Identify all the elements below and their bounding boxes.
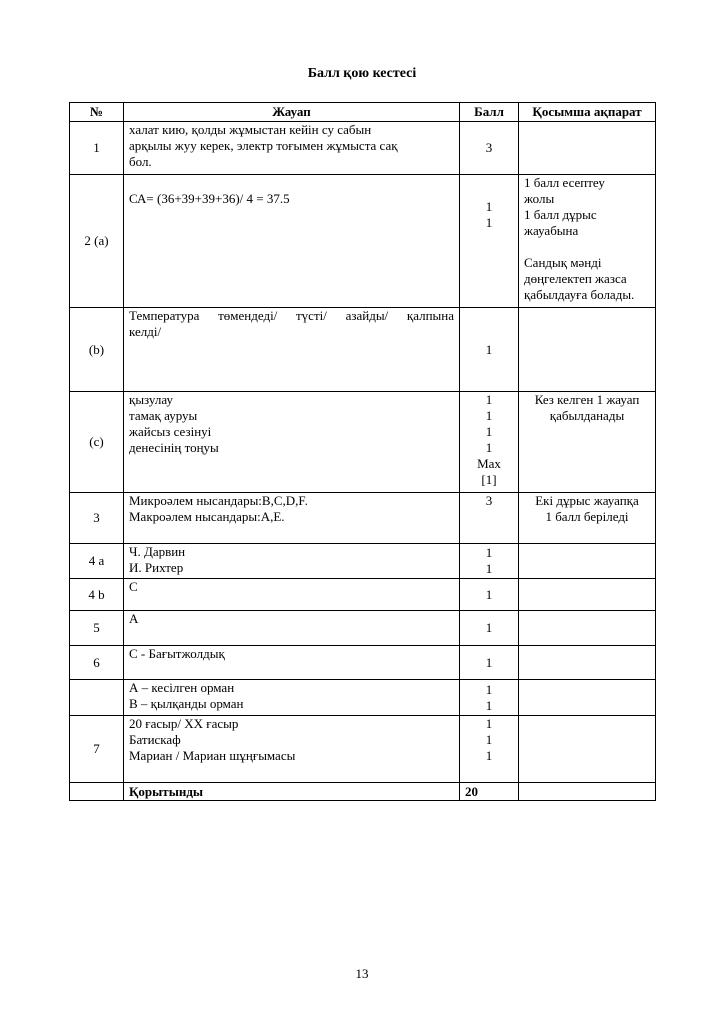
answer-line: С [129,579,138,594]
row-score [460,308,519,392]
scoring-table [69,102,656,801]
answer-line: тамақ ауруы [129,408,198,423]
row-info [519,544,656,579]
row-score [460,544,519,579]
answer-line: Макроәлем нысандары:A,E. [129,509,285,524]
row-score [460,122,519,175]
score-line: 1 [485,697,493,713]
score-line: 1 [485,716,493,731]
score-line: 1 [485,392,493,407]
row-info [519,392,656,493]
answer-line: қызулау [129,392,173,407]
total-info-cell [519,783,656,801]
info-line: 1 балл есептеу [524,175,605,190]
info-line: Кез келген 1 жауап [534,392,640,407]
table-row [70,716,656,783]
score-line: Max [477,456,501,471]
row-score [460,611,519,646]
score-line: 1 [485,440,493,455]
row-number: 4 b [70,579,124,611]
row-info [519,493,656,544]
row-number [70,680,124,716]
answer-line: жайсыз сезінуі [129,424,212,439]
table-row [70,493,656,544]
row-answer [124,611,460,646]
row-answer [124,544,460,579]
score-line: 1 [485,681,493,697]
row-number: 5 [70,611,124,646]
row-number: 6 [70,646,124,680]
answer-line: келді/ [129,324,162,339]
row-score [460,716,519,783]
info-line: 1 балл дұрыс [524,207,597,222]
table-row [70,579,656,611]
total-row [70,783,656,801]
answer-line: И. Рихтер [129,560,184,575]
answer-line: 20 ғасыр/ XX ғасыр [129,716,239,731]
answer-line: Мариан / Мариан шұңғымасы [129,748,296,763]
row-answer [124,646,460,680]
row-score [460,493,519,544]
table-row [70,646,656,680]
score-line: 1 [485,586,493,602]
info-line: дөңгелектеп жазса [524,271,627,286]
row-answer [124,493,460,544]
info-line: жауабына [524,223,579,238]
row-info [519,646,656,680]
total-empty-cell [70,783,124,801]
row-score [460,680,519,716]
answer-line: арқылы жуу керек, электр тоғымен жұмыста сақ [129,138,398,153]
answer-line: денесінің тоңуы [129,440,219,455]
answer-line: Микроәлем нысандары:B,C,D,F. [129,493,308,508]
row-info [519,308,656,392]
row-number: 2 (a) [70,175,124,308]
info-line: Екі дұрыс жауапқа [535,493,639,508]
score-line: 1 [485,199,493,214]
page-title: Балл қою кестесі [307,66,417,81]
row-info [519,611,656,646]
header-number: № [70,103,124,122]
row-number: (b) [70,308,124,392]
table-row [70,175,656,308]
answer-line: А – кесілген орман [129,680,235,695]
score-line: 1 [485,654,493,670]
total-value: 20 [460,783,519,801]
row-answer [124,680,460,716]
answer-line: Температура төмендеді/ түсті/ азайды/ қалпына [129,308,454,323]
row-answer [124,716,460,783]
table-header-row [70,103,656,122]
table-row [70,680,656,716]
table-row [70,122,656,175]
row-answer [124,175,460,308]
score-line: 1 [485,424,493,439]
page-number: 13 [355,966,369,981]
answer-line: бол. [129,154,152,169]
answer-line: A [129,611,139,626]
score-line: 3 [485,140,493,155]
info-line [524,239,650,255]
row-info [519,579,656,611]
score-line: 1 [485,732,493,747]
row-number: (c) [70,392,124,493]
row-answer [124,392,460,493]
score-line: 1 [485,215,493,230]
score-line: 1 [485,545,493,560]
info-line: Сандық мәнді [524,255,602,270]
answer-line: СА= (36+39+39+36)/ 4 = 37.5 [129,191,290,206]
answer-line: Ч. Дарвин [129,544,186,559]
header-info: Қосымша ақпарат [519,103,656,122]
score-line: 1 [485,620,493,635]
table-row [70,308,656,392]
row-score [460,175,519,308]
total-label: Қорытынды [124,783,460,801]
table-row [70,544,656,579]
row-number: 3 [70,493,124,544]
row-score [460,646,519,680]
row-info [519,716,656,783]
score-line: [1] [481,472,497,487]
score-line: 3 [485,493,493,508]
table-row [70,611,656,646]
score-line: 1 [485,561,493,576]
row-number: 4 a [70,544,124,579]
row-number: 1 [70,122,124,175]
row-number: 7 [70,716,124,783]
row-info [519,680,656,716]
score-line: 1 [485,748,493,763]
row-answer [124,579,460,611]
header-answer: Жауап [124,103,460,122]
answer-line: С - Бағытжолдық [129,646,225,661]
answer-line: В – қылқанды орман [129,696,244,711]
row-info [519,175,656,308]
row-info [519,122,656,175]
info-line: жолы [524,191,555,206]
header-score: Балл [460,103,519,122]
score-line: 1 [485,341,493,357]
score-line: 1 [485,408,493,423]
row-answer [124,308,460,392]
answer-line: халат кию, қолды жұмыстан кейін су сабын [129,122,372,137]
table-row [70,392,656,493]
info-line: қабылдауға болады. [524,287,635,302]
row-score [460,392,519,493]
row-answer [124,122,460,175]
answer-line: Батискаф [129,732,181,747]
info-line: 1 балл беріледі [545,509,629,524]
row-score [460,579,519,611]
info-line: қабылданады [549,408,625,423]
